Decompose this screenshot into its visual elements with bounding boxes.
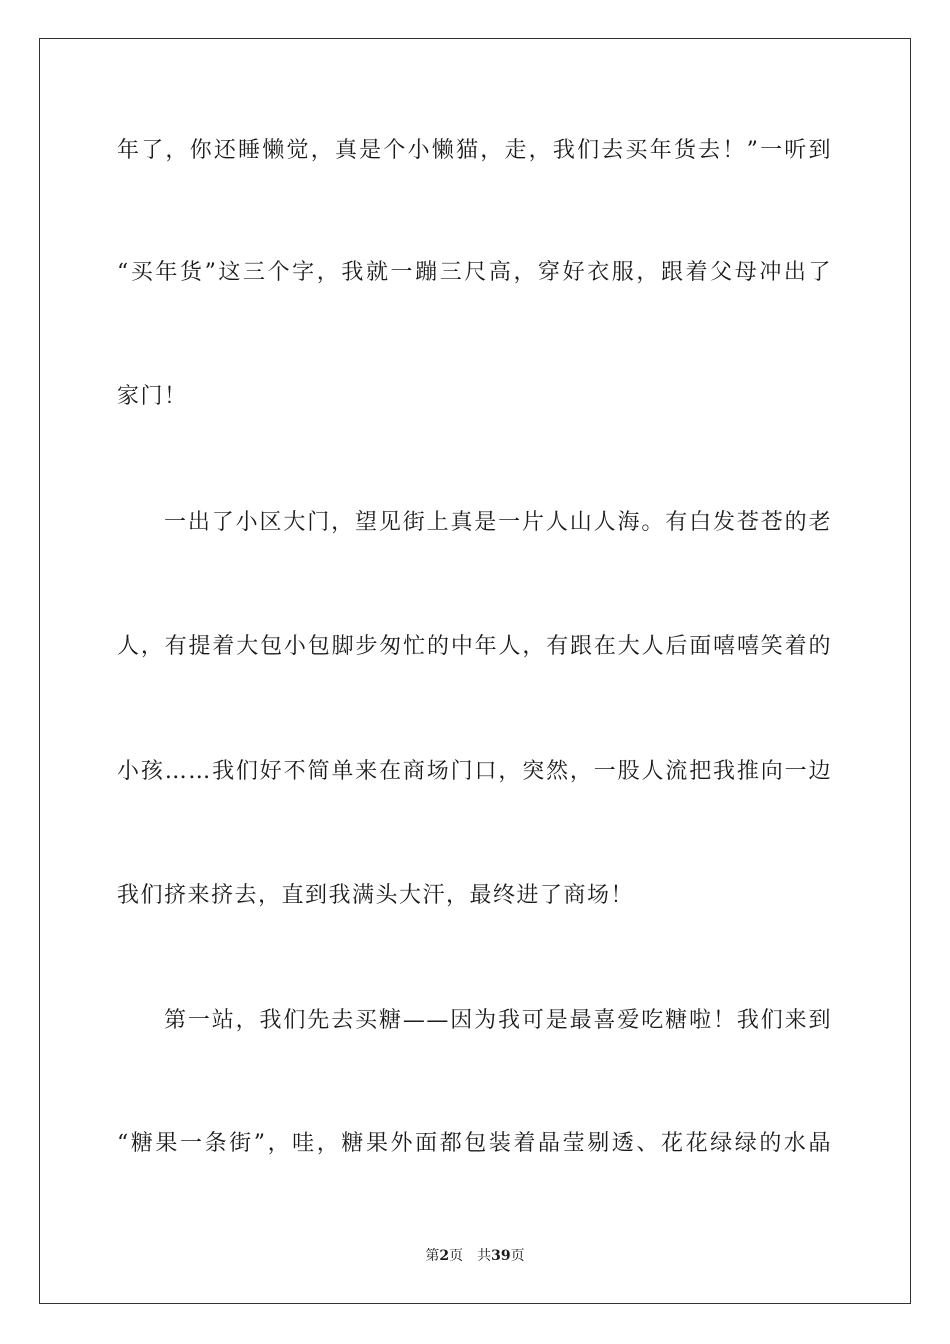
text-line: 家门！ bbox=[117, 384, 188, 409]
total-label-prefix: 共 bbox=[477, 1248, 492, 1264]
text-line: “糖果一条街”，哇，糖果外面都包装着晶莹剔透、花花绿绿的水晶 bbox=[117, 1131, 832, 1156]
page-number: 2 bbox=[439, 1248, 450, 1264]
paragraph-first-line: 第一站，我们先去买糖——因为我可是最喜爱吃糖啦！我们来到 bbox=[164, 1008, 832, 1033]
page-label-suffix: 页 bbox=[449, 1248, 464, 1264]
page-footer bbox=[0, 1247, 950, 1265]
text-line: 年了，你还睡懒觉，真是个小懒猫，走，我们去买年货去！”一听到 bbox=[117, 138, 832, 163]
total-label-suffix: 页 bbox=[510, 1248, 525, 1264]
paragraph-first-line: 一出了小区大门，望见街上真是一片人山人海。有白发苍苍的老 bbox=[164, 510, 832, 535]
page-label-prefix: 第 bbox=[425, 1248, 440, 1264]
page-border bbox=[39, 38, 911, 1304]
text-line: 我们挤来挤去，直到我满头大汗，最终进了商场！ bbox=[117, 883, 635, 908]
text-line: 小孩……我们好不简单来在商场门口，突然，一股人流把我推向一边 bbox=[117, 759, 832, 784]
text-line: 人，有提着大包小包脚步匆忙的中年人，有跟在大人后面嘻嘻笑着的 bbox=[117, 634, 832, 659]
text-line: “买年货”这三个字，我就一蹦三尺高，穿好衣服，跟着父母冲出了 bbox=[117, 260, 832, 285]
total-pages: 39 bbox=[491, 1248, 511, 1264]
